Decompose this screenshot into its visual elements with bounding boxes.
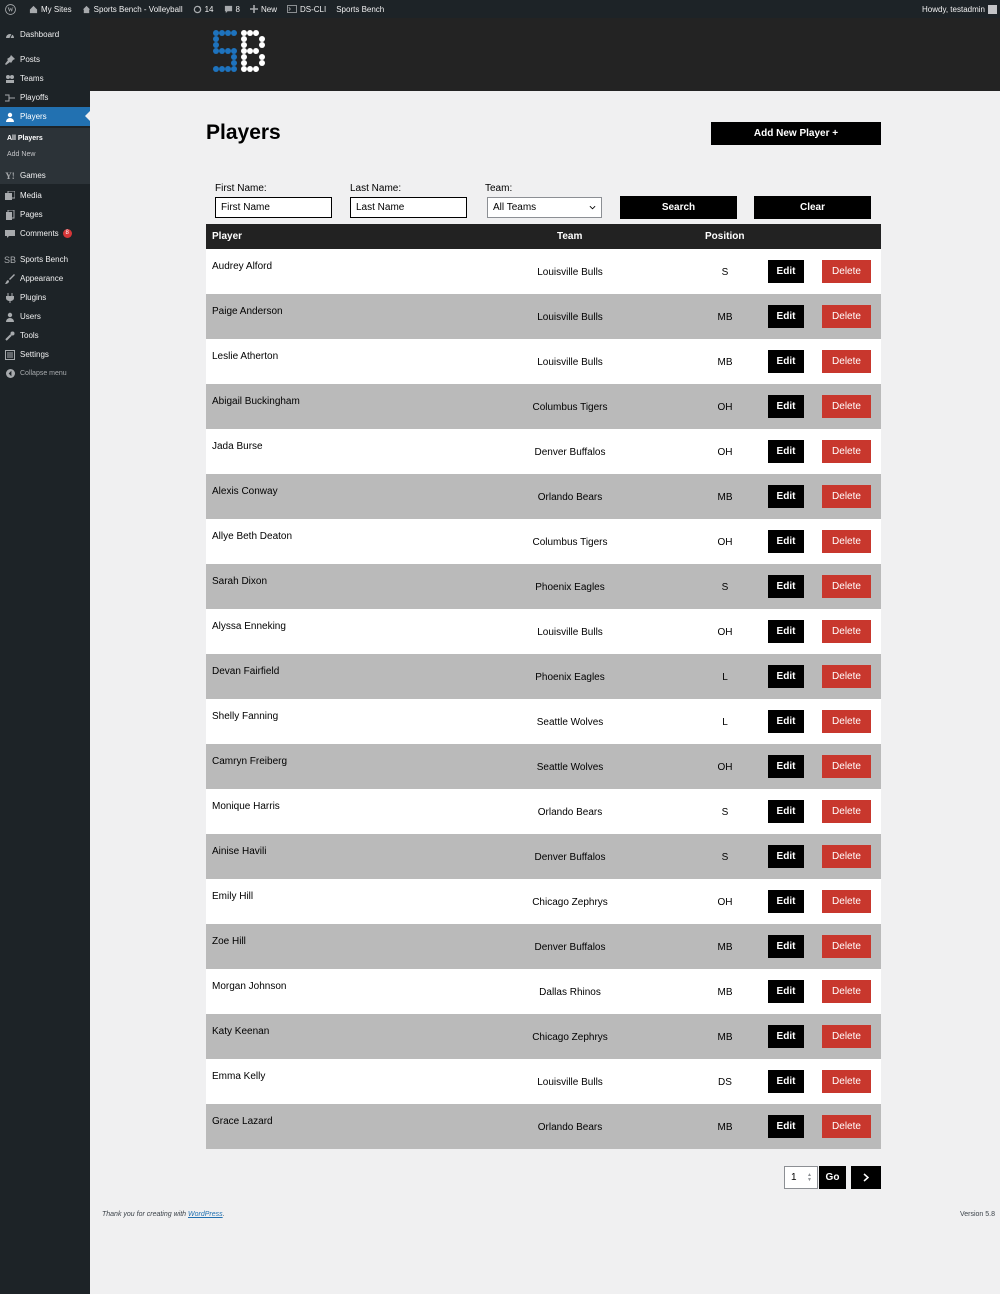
comments-badge: 8 <box>63 229 72 238</box>
delete-button[interactable]: Delete <box>822 935 871 958</box>
delete-button[interactable]: Delete <box>822 890 871 913</box>
player-name-cell: Allye Beth Deaton <box>212 531 293 542</box>
position-cell-text: S <box>721 852 729 863</box>
table-row <box>206 879 881 924</box>
wrench-icon <box>0 331 20 341</box>
delete-button[interactable]: Delete <box>822 485 871 508</box>
team-cell-text: Orlando Bears <box>537 807 603 818</box>
player-name-cell: Shelly Fanning <box>212 711 279 722</box>
edit-button[interactable]: Edit <box>768 1070 804 1093</box>
player-name-cell: Katy Keenan <box>212 1026 270 1037</box>
delete-button[interactable]: Delete <box>822 530 871 553</box>
dscli-label: DS-CLI <box>299 4 327 14</box>
pages-icon <box>0 210 20 220</box>
delete-button[interactable]: Delete <box>822 845 871 868</box>
delete-button[interactable]: Delete <box>822 575 871 598</box>
table-row <box>206 1059 881 1104</box>
position-cell-text: MB <box>717 987 733 998</box>
comment-bubble-icon <box>224 5 233 14</box>
team-cell-text: Orlando Bears <box>537 1122 603 1133</box>
admin-sidebar <box>0 18 90 1294</box>
first-name-label: First Name: <box>215 183 267 194</box>
chevron-right-icon <box>863 1173 869 1182</box>
edit-button[interactable]: Edit <box>768 800 804 823</box>
team-cell-text: Seattle Wolves <box>536 762 604 773</box>
edit-button[interactable]: Edit <box>768 845 804 868</box>
plus-icon <box>250 5 258 13</box>
team-select-value: All Teams <box>493 202 537 213</box>
sidebar-item-label: Media <box>20 191 42 200</box>
page-number-value: 1 <box>791 1172 797 1183</box>
player-name-cell: Sarah Dixon <box>212 576 268 587</box>
sidebar-item-users[interactable] <box>0 307 90 326</box>
edit-button[interactable]: Edit <box>768 935 804 958</box>
table-body <box>206 249 881 1149</box>
add-new-player-button[interactable]: Add New Player + <box>711 122 881 145</box>
team-cell-text: Louisville Bulls <box>537 312 603 323</box>
sidebar-item-posts[interactable] <box>0 50 90 69</box>
edit-button[interactable]: Edit <box>768 440 804 463</box>
sidebar-item-dashboard[interactable] <box>0 25 90 44</box>
position-cell-text: OH <box>717 627 733 638</box>
delete-button[interactable]: Delete <box>822 1070 871 1093</box>
updates-icon <box>193 5 202 14</box>
sidebar-item-media[interactable] <box>0 186 90 205</box>
spinner-arrows-icon[interactable]: ▲ ▼ <box>807 1172 812 1183</box>
table-row <box>206 519 881 564</box>
active-menu-arrow <box>85 111 90 121</box>
player-name-cell: Paige Anderson <box>212 306 283 317</box>
team-cell-text: Columbus Tigers <box>532 537 608 548</box>
position-cell-text: S <box>721 267 729 278</box>
sidebar-item-sports-bench[interactable] <box>0 250 90 269</box>
team-cell-text: Orlando Bears <box>537 492 603 503</box>
table-row <box>206 699 881 744</box>
table-row <box>206 564 881 609</box>
footer-version: Version 5.8 <box>959 1211 995 1218</box>
sidebar-item-label: Posts <box>20 55 41 64</box>
sidebar-item-label: Settings <box>20 350 49 359</box>
new-content-menu[interactable] <box>245 0 282 18</box>
yoast-icon: Y! <box>5 170 15 181</box>
player-name-cell: Jada Burse <box>212 441 263 452</box>
go-button[interactable]: Go <box>819 1166 846 1189</box>
pin-icon <box>0 55 20 65</box>
column-header-team: Team <box>557 231 583 242</box>
account-menu[interactable] <box>917 0 1000 18</box>
position-cell-text: DS <box>718 1077 732 1088</box>
player-name-cell: Emma Kelly <box>212 1071 266 1082</box>
player-name-cell: Devan Fairfield <box>212 666 280 677</box>
sidebar-item-label: Users <box>20 312 41 321</box>
sidebar-item-label: Dashboard <box>20 30 60 39</box>
howdy-label: Howdy, testadmin <box>922 4 985 14</box>
footer-thanks <box>102 1211 225 1218</box>
team-label: Team: <box>485 183 513 194</box>
team-cell-text: Seattle Wolves <box>536 717 604 728</box>
home-icon <box>82 5 91 14</box>
sb-icon <box>0 255 20 265</box>
edit-button[interactable]: Edit <box>768 485 804 508</box>
sidebar-item-label: Games <box>20 171 46 180</box>
player-name-cell: Monique Harris <box>212 801 280 812</box>
team-cell-text: Chicago Zephrys <box>532 897 608 908</box>
sidebar-item-pages[interactable] <box>0 205 90 224</box>
plugin-icon <box>0 293 20 303</box>
footer-thanks-suffix: . <box>222 1211 225 1218</box>
sidebar-item-players[interactable] <box>0 107 90 126</box>
my-sites-menu[interactable] <box>24 0 77 18</box>
table-row <box>206 249 881 294</box>
delete-button[interactable]: Delete <box>822 620 871 643</box>
delete-button[interactable]: Delete <box>822 710 871 733</box>
dscli-menu[interactable] <box>282 0 331 18</box>
delete-button[interactable]: Delete <box>822 395 871 418</box>
player-name-cell: Camryn Freiberg <box>212 756 288 767</box>
sports-bench-adminbar-label: Sports Bench <box>336 4 385 14</box>
dashboard-icon <box>0 30 20 40</box>
player-name-cell: Abigail Buckingham <box>212 396 300 407</box>
team-cell-text: Denver Buffalos <box>534 852 606 863</box>
table-header <box>206 224 881 249</box>
edit-button[interactable]: Edit <box>768 755 804 778</box>
sidebar-item-label: Teams <box>20 74 44 83</box>
team-cell-text: Louisville Bulls <box>537 1077 603 1088</box>
player-name-cell: Emily Hill <box>212 891 254 902</box>
delete-button[interactable]: Delete <box>822 260 871 283</box>
sidebar-item-plugins[interactable] <box>0 288 90 307</box>
collapse-menu-button[interactable] <box>0 364 90 383</box>
team-cell-text: Denver Buffalos <box>534 447 606 458</box>
player-name-cell: Alyssa Enneking <box>212 621 286 632</box>
position-cell-text: OH <box>717 762 733 773</box>
edit-button[interactable]: Edit <box>768 665 804 688</box>
admin-bar <box>0 0 1000 18</box>
sidebar-item-games[interactable] <box>0 166 90 185</box>
players-table <box>206 224 881 1149</box>
delete-button[interactable]: Delete <box>822 1025 871 1048</box>
team-cell-text: Dallas Rhinos <box>539 987 601 998</box>
delete-button[interactable]: Delete <box>822 665 871 688</box>
sidebar-item-settings[interactable] <box>0 345 90 364</box>
edit-button[interactable]: Edit <box>768 1115 804 1138</box>
position-cell-text: MB <box>717 1122 733 1133</box>
edit-button[interactable]: Edit <box>768 1025 804 1048</box>
site-name-label: Sports Bench - Volleyball <box>93 4 183 14</box>
position-cell-text: S <box>721 807 729 818</box>
position-cell-text: L <box>722 717 728 728</box>
position-cell-text: OH <box>717 537 733 548</box>
player-name-cell: Grace Lazard <box>212 1116 273 1127</box>
sidebar-item-label: Playoffs <box>20 93 49 102</box>
collapse-icon <box>0 369 20 378</box>
edit-button[interactable]: Edit <box>768 890 804 913</box>
site-name-menu[interactable] <box>77 0 188 18</box>
search-button[interactable]: Search <box>620 196 737 219</box>
edit-button[interactable]: Edit <box>768 395 804 418</box>
comments-count: 8 <box>235 4 240 14</box>
submenu-add-new[interactable]: Add New <box>7 151 36 158</box>
sidebar-item-appearance[interactable] <box>0 269 90 288</box>
clear-button[interactable]: Clear <box>754 196 871 219</box>
terminal-icon <box>287 5 297 13</box>
table-row <box>206 429 881 474</box>
chevron-down-icon <box>589 205 596 210</box>
table-row <box>206 969 881 1014</box>
wordpress-logo-icon[interactable] <box>0 0 24 18</box>
player-name-cell: Zoe Hill <box>212 936 246 947</box>
sports-bench-adminbar-link[interactable] <box>331 0 389 18</box>
player-name-cell: Alexis Conway <box>212 486 278 497</box>
sidebar-item-label: Collapse menu <box>20 370 67 377</box>
sidebar-item-label: Pages <box>20 210 43 219</box>
position-cell-text: OH <box>717 447 733 458</box>
page-title: Players <box>206 121 281 144</box>
delete-button[interactable]: Delete <box>822 440 871 463</box>
submenu-all-players[interactable]: All Players <box>7 135 43 142</box>
player-name-cell: Ainise Havili <box>212 846 267 857</box>
delete-button[interactable]: Delete <box>822 350 871 373</box>
table-row <box>206 789 881 834</box>
edit-button[interactable]: Edit <box>768 710 804 733</box>
sidebar-item-tools[interactable] <box>0 326 90 345</box>
home-network-icon <box>29 5 38 14</box>
team-cell-text: Chicago Zephrys <box>532 1032 608 1043</box>
sidebar-item-playoffs[interactable] <box>0 88 90 107</box>
table-row <box>206 654 881 699</box>
sidebar-item-comments[interactable] <box>0 224 90 243</box>
my-sites-label: My Sites <box>41 4 72 14</box>
delete-button[interactable]: Delete <box>822 980 871 1003</box>
table-row <box>206 1014 881 1059</box>
sports-bench-header <box>90 18 1000 91</box>
team-cell-text: Phoenix Eagles <box>535 672 605 683</box>
last-name-label: Last Name: <box>350 183 402 194</box>
position-cell-text: OH <box>717 402 733 413</box>
position-cell-text: MB <box>717 312 733 323</box>
position-cell-text: MB <box>717 492 733 503</box>
team-cell-text: Denver Buffalos <box>534 942 606 953</box>
team-cell-text: Phoenix Eagles <box>535 582 605 593</box>
edit-button[interactable]: Edit <box>768 350 804 373</box>
next-page-button[interactable] <box>851 1166 881 1189</box>
position-cell-text: L <box>722 672 728 683</box>
wordpress-link[interactable]: WordPress <box>188 1211 223 1218</box>
position-cell-text: OH <box>717 897 733 908</box>
last-name-input[interactable] <box>350 197 467 218</box>
column-header-position: Position <box>705 231 745 242</box>
position-cell-text: MB <box>717 1032 733 1043</box>
sidebar-item-label: Tools <box>20 331 39 340</box>
position-cell-text: MB <box>717 942 733 953</box>
team-select[interactable] <box>487 197 602 218</box>
delete-button[interactable]: Delete <box>822 800 871 823</box>
team-cell-text: Louisville Bulls <box>537 627 603 638</box>
table-row <box>206 744 881 789</box>
edit-button[interactable]: Edit <box>768 620 804 643</box>
sidebar-item-label: Plugins <box>20 293 47 302</box>
sidebar-item-label: Sports Bench <box>20 255 69 264</box>
position-cell-text: MB <box>717 357 733 368</box>
svg-text:W: W <box>7 7 14 14</box>
table-row <box>206 294 881 339</box>
comments-menu[interactable] <box>219 0 245 18</box>
comments-icon <box>0 229 20 239</box>
delete-button[interactable]: Delete <box>822 1115 871 1138</box>
footer-thanks-prefix: Thank you for creating with <box>102 1211 188 1218</box>
table-row <box>206 609 881 654</box>
table-row <box>206 1104 881 1149</box>
bracket-icon <box>0 93 20 103</box>
team-cell-text: Columbus Tigers <box>532 402 608 413</box>
updates-menu[interactable] <box>188 0 219 18</box>
sb-icon-text: SB <box>3 254 16 265</box>
team-cell-text: Louisville Bulls <box>537 357 603 368</box>
avatar <box>988 5 997 14</box>
sidebar-item-teams[interactable] <box>0 69 90 88</box>
table-row <box>206 384 881 429</box>
column-header-player: Player <box>212 231 243 242</box>
user-icon <box>0 312 20 322</box>
media-icon <box>0 191 20 201</box>
page-number-input[interactable] <box>784 1166 818 1189</box>
players-icon <box>0 112 20 122</box>
sports-bench-logo <box>212 29 272 79</box>
updates-count: 14 <box>204 4 214 14</box>
edit-button[interactable]: Edit <box>768 530 804 553</box>
settings-icon <box>0 350 20 360</box>
team-cell-text: Louisville Bulls <box>537 267 603 278</box>
table-row <box>206 834 881 879</box>
edit-button[interactable]: Edit <box>768 260 804 283</box>
player-name-cell: Morgan Johnson <box>212 981 287 992</box>
teams-icon <box>0 74 20 84</box>
edit-button[interactable]: Edit <box>768 980 804 1003</box>
sidebar-item-label: Players <box>20 112 47 121</box>
table-row <box>206 339 881 384</box>
delete-button[interactable]: Delete <box>822 305 871 328</box>
edit-button[interactable]: Edit <box>768 575 804 598</box>
sidebar-item-label: Appearance <box>20 274 64 283</box>
position-cell-text: S <box>721 582 729 593</box>
player-name-cell: Leslie Atherton <box>212 351 279 362</box>
new-label: New <box>260 4 277 14</box>
brush-icon <box>0 274 20 284</box>
edit-button[interactable]: Edit <box>768 305 804 328</box>
first-name-input[interactable] <box>215 197 332 218</box>
table-row <box>206 924 881 969</box>
player-name-cell: Audrey Alford <box>212 261 273 272</box>
table-row <box>206 474 881 519</box>
sidebar-item-label: Comments <box>20 229 59 238</box>
delete-button[interactable]: Delete <box>822 755 871 778</box>
